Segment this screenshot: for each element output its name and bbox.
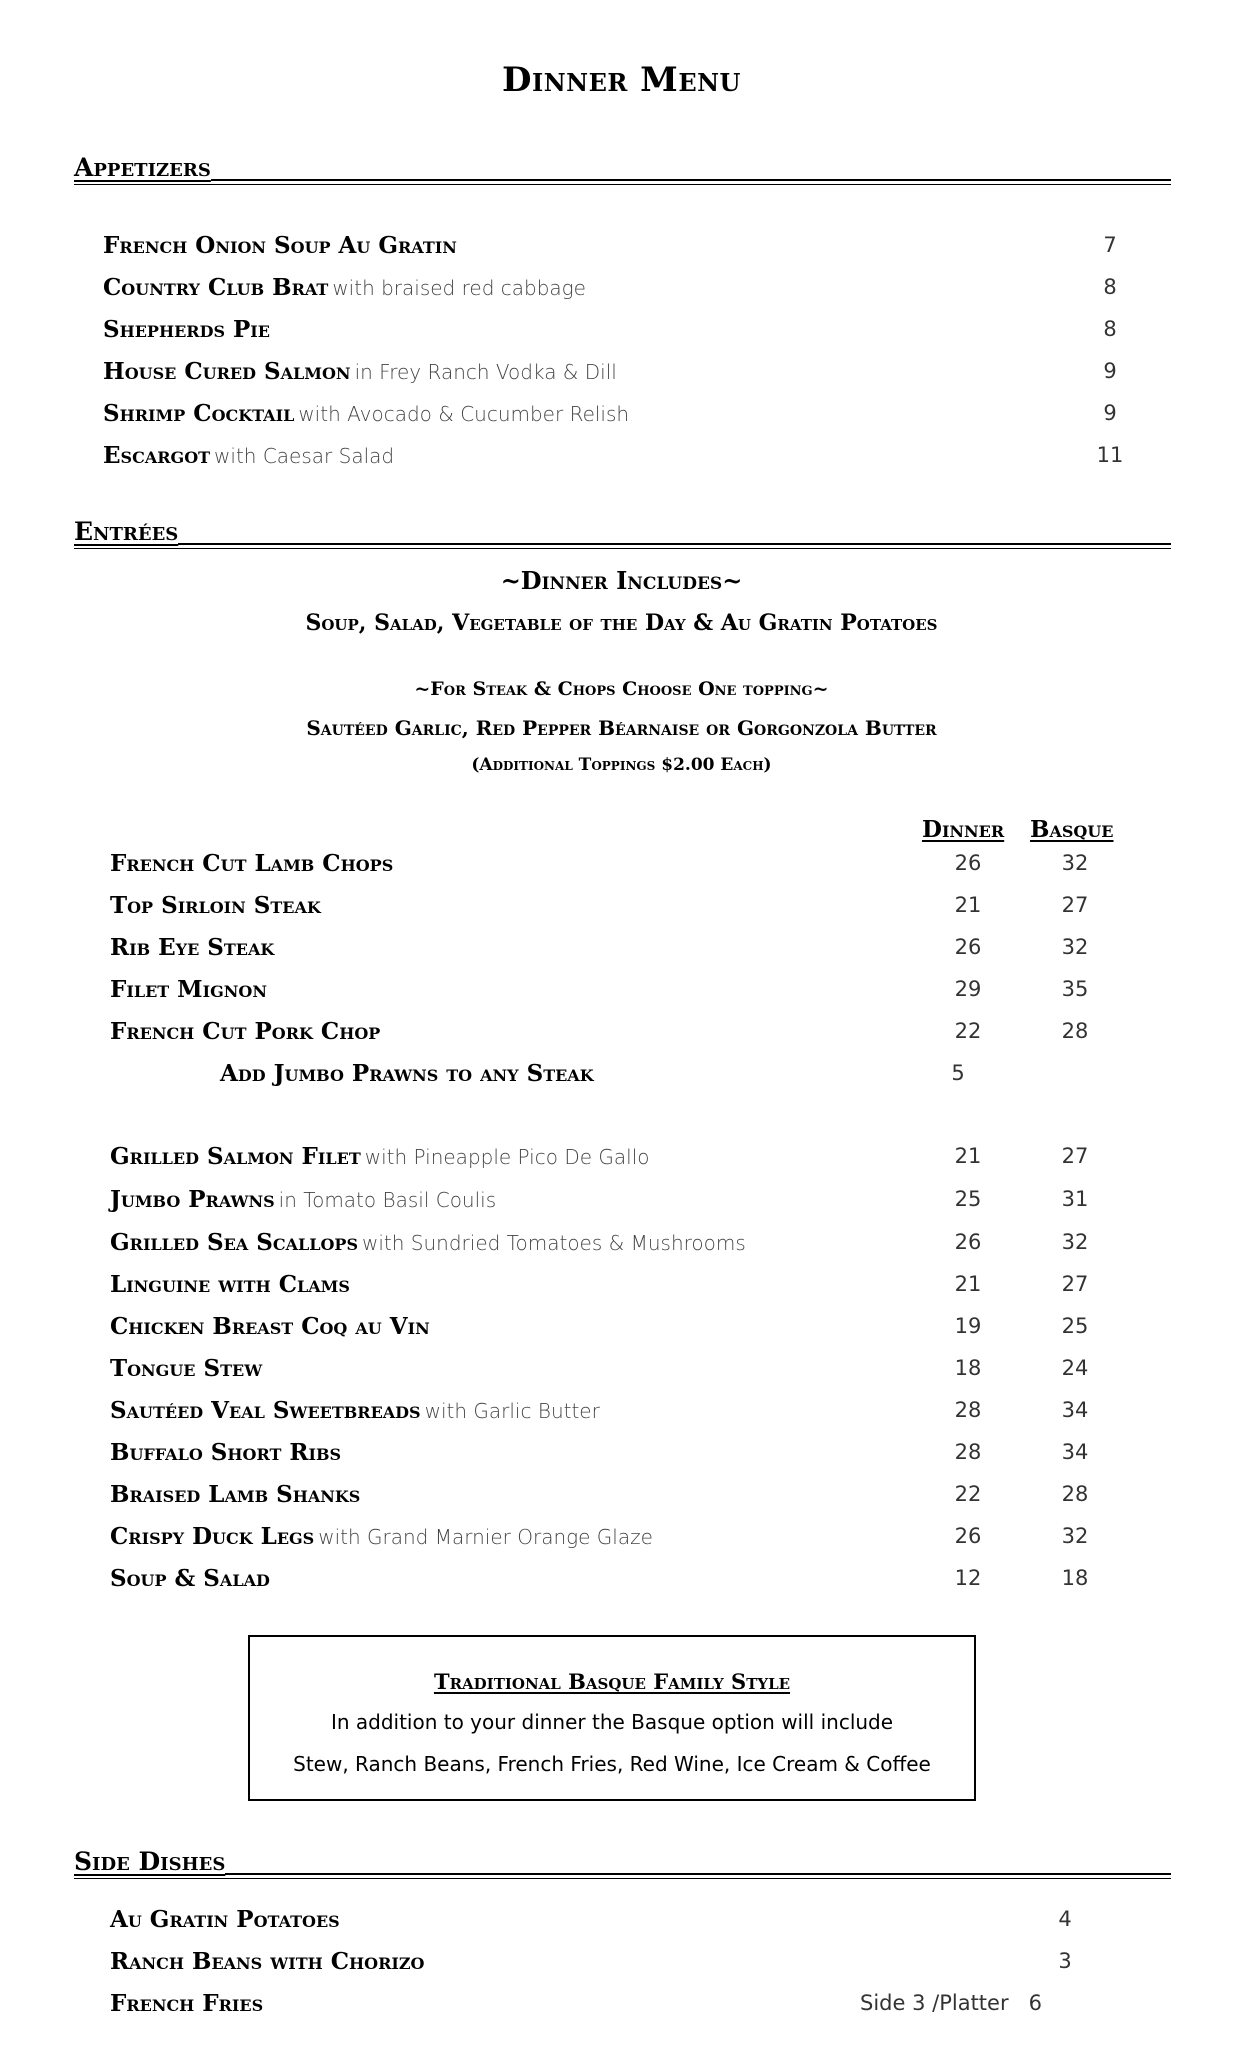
side-item <box>110 1990 263 2017</box>
dinner-price: 26 <box>954 935 982 959</box>
basque-price: 27 <box>1061 893 1089 917</box>
basque-family-style-box <box>248 1635 976 1801</box>
item-name: French Onion Soup Au Gratin <box>103 232 457 259</box>
basque-price: 27 <box>1061 1144 1089 1168</box>
item-name: Filet Mignon <box>110 976 267 1003</box>
item-price: 8 <box>1103 317 1117 341</box>
item-name: Grilled Sea Scallops <box>110 1229 359 1256</box>
basque-price: 35 <box>1061 977 1089 1001</box>
appetizer-item <box>103 400 629 427</box>
basque-price: 32 <box>1061 1524 1089 1548</box>
dinner-includes-text: Soup, Salad, Vegetable of the Day & Au Gratin Potatoes <box>305 610 938 636</box>
entree-item <box>110 934 274 961</box>
item-price: 7 <box>1103 233 1117 257</box>
item-price: 3 <box>1058 1949 1072 1973</box>
entree-item <box>110 1481 360 1508</box>
entree-item <box>110 1229 746 1256</box>
item-name: Linguine with Clams <box>110 1271 350 1298</box>
item-name: Top Sirloin Steak <box>110 892 321 919</box>
item-desc: with Garlic Butter <box>424 1399 600 1423</box>
item-name: French Fries <box>110 1990 264 2017</box>
section-divider <box>74 548 1171 549</box>
item-name: Country Club Brat <box>103 274 329 301</box>
column-header-dinner: Dinner <box>922 816 1005 843</box>
section-divider <box>74 179 1171 181</box>
item-desc: in Frey Ranch Vodka & Dill <box>354 360 617 384</box>
item-name: Braised Lamb Shanks <box>110 1481 361 1508</box>
dinner-price: 22 <box>954 1482 982 1506</box>
entree-item <box>110 892 321 919</box>
dinner-price: 18 <box>954 1356 982 1380</box>
entree-item <box>110 1143 649 1170</box>
section-divider <box>74 1878 1171 1879</box>
entree-item <box>110 1018 380 1045</box>
appetizer-item <box>103 274 586 301</box>
item-name: Jumbo Prawns <box>110 1186 275 1213</box>
appetizer-item <box>103 316 274 343</box>
entree-item <box>110 976 267 1003</box>
entree-item <box>110 1439 341 1466</box>
dinner-price: 19 <box>954 1314 982 1338</box>
item-name: French Cut Pork Chop <box>110 1018 381 1045</box>
entree-addon <box>220 1060 594 1087</box>
item-price: 8 <box>1103 275 1117 299</box>
topping-note: (Additional Toppings $2.00 Each) <box>471 755 772 775</box>
entree-item <box>110 1355 262 1382</box>
basque-price: 34 <box>1061 1440 1089 1464</box>
item-name: Escargot <box>103 442 211 469</box>
basque-price: 27 <box>1061 1272 1089 1296</box>
section-divider <box>74 543 1171 545</box>
item-desc: with Pineapple Pico De Gallo <box>364 1145 650 1169</box>
dinner-price: 28 <box>954 1398 982 1422</box>
item-price: 4 <box>1058 1907 1072 1931</box>
item-price: 9 <box>1103 359 1117 383</box>
basque-price: 32 <box>1061 935 1089 959</box>
appetizers-section-header <box>74 152 1171 182</box>
item-price: 11 <box>1096 443 1124 467</box>
item-name: Buffalo Short Ribs <box>110 1439 342 1466</box>
basque-box-line1: In addition to your dinner the Basque option will include <box>330 1710 894 1734</box>
entree-item <box>110 850 393 877</box>
item-name: French Cut Lamb Chops <box>110 850 394 877</box>
item-desc: in Tomato Basil Coulis <box>278 1188 497 1212</box>
appetizer-item <box>103 232 461 259</box>
item-name: Au Gratin Potatoes <box>110 1906 340 1933</box>
dinner-price: 5 <box>951 1061 965 1085</box>
item-name: Add Jumbo Prawns to any Steak <box>220 1060 594 1087</box>
side-item <box>110 1906 340 1933</box>
item-name: Rib Eye Steak <box>110 934 275 961</box>
item-desc: with Caesar Salad <box>214 444 395 468</box>
section-divider <box>74 184 1171 185</box>
section-divider <box>74 1873 1171 1875</box>
entree-item <box>110 1523 653 1550</box>
appetizers-heading: Appetizers <box>74 153 211 182</box>
basque-price: 18 <box>1061 1566 1089 1590</box>
basque-box-title: Traditional Basque Family Style <box>433 1669 791 1694</box>
item-name: Shepherds Pie <box>103 316 270 343</box>
dinner-price: 26 <box>954 1524 982 1548</box>
item-name: Tongue Stew <box>110 1355 263 1382</box>
side-dishes-section-header <box>74 1846 1171 1876</box>
basque-price: 28 <box>1061 1019 1089 1043</box>
dinner-price: 21 <box>954 1144 982 1168</box>
dinner-includes-heading: ~Dinner Includes~ <box>500 566 743 595</box>
appetizer-item <box>103 358 617 385</box>
item-name: Chicken Breast Coq au Vin <box>110 1313 430 1340</box>
item-name: Ranch Beans with Chorizo <box>110 1948 425 1975</box>
item-desc: with Avocado & Cucumber Relish <box>298 402 630 426</box>
item-desc: with Grand Marnier Orange Glaze <box>318 1525 653 1549</box>
dinner-price: 28 <box>954 1440 982 1464</box>
page-title: Dinner Menu <box>502 60 741 100</box>
item-name: Crispy Duck Legs <box>110 1523 315 1550</box>
basque-price: 25 <box>1061 1314 1089 1338</box>
item-desc: with braised red cabbage <box>332 276 586 300</box>
entrees-section-header <box>74 516 1171 546</box>
dinner-price: 21 <box>954 893 982 917</box>
entree-item <box>110 1186 496 1213</box>
item-price: Side 3 /Platter 6 <box>860 1991 1042 2015</box>
entree-item <box>110 1565 270 1592</box>
basque-price: 24 <box>1061 1356 1089 1380</box>
item-desc: with Sundried Tomatoes & Mushrooms <box>362 1231 746 1255</box>
dinner-price: 25 <box>954 1187 982 1211</box>
basque-price: 28 <box>1061 1482 1089 1506</box>
basque-price: 34 <box>1061 1398 1089 1422</box>
item-price: 9 <box>1103 401 1117 425</box>
dinner-price: 29 <box>954 977 982 1001</box>
column-header-basque: Basque <box>1030 816 1114 843</box>
dinner-price: 12 <box>954 1566 982 1590</box>
entrees-heading: Entrées <box>74 517 179 546</box>
basque-box-line2: Stew, Ranch Beans, French Fries, Red Wine, Ice Cream & Coffee <box>293 1752 931 1776</box>
item-name: Soup & Salad <box>110 1565 270 1592</box>
side-item <box>110 1948 425 1975</box>
item-name: Grilled Salmon Filet <box>110 1143 361 1170</box>
entree-item <box>110 1313 430 1340</box>
entree-item <box>110 1271 350 1298</box>
basque-price: 31 <box>1061 1187 1089 1211</box>
side-dishes-heading: Side Dishes <box>74 1847 226 1876</box>
dinner-price: 21 <box>954 1272 982 1296</box>
appetizer-item <box>103 442 394 469</box>
dinner-price: 26 <box>954 851 982 875</box>
dinner-price: 22 <box>954 1019 982 1043</box>
entree-item <box>110 1397 600 1424</box>
item-name: Shrimp Cocktail <box>103 400 295 427</box>
topping-heading: ~For Steak & Chops Choose One topping~ <box>414 678 829 700</box>
basque-price: 32 <box>1061 1230 1089 1254</box>
topping-options: Sautéed Garlic, Red Pepper Béarnaise or Gorgonzola Butter <box>306 716 937 740</box>
item-name: Sautéed Veal Sweetbreads <box>110 1397 421 1424</box>
basque-price: 32 <box>1061 851 1089 875</box>
dinner-price: 26 <box>954 1230 982 1254</box>
item-name: House Cured Salmon <box>103 358 351 385</box>
